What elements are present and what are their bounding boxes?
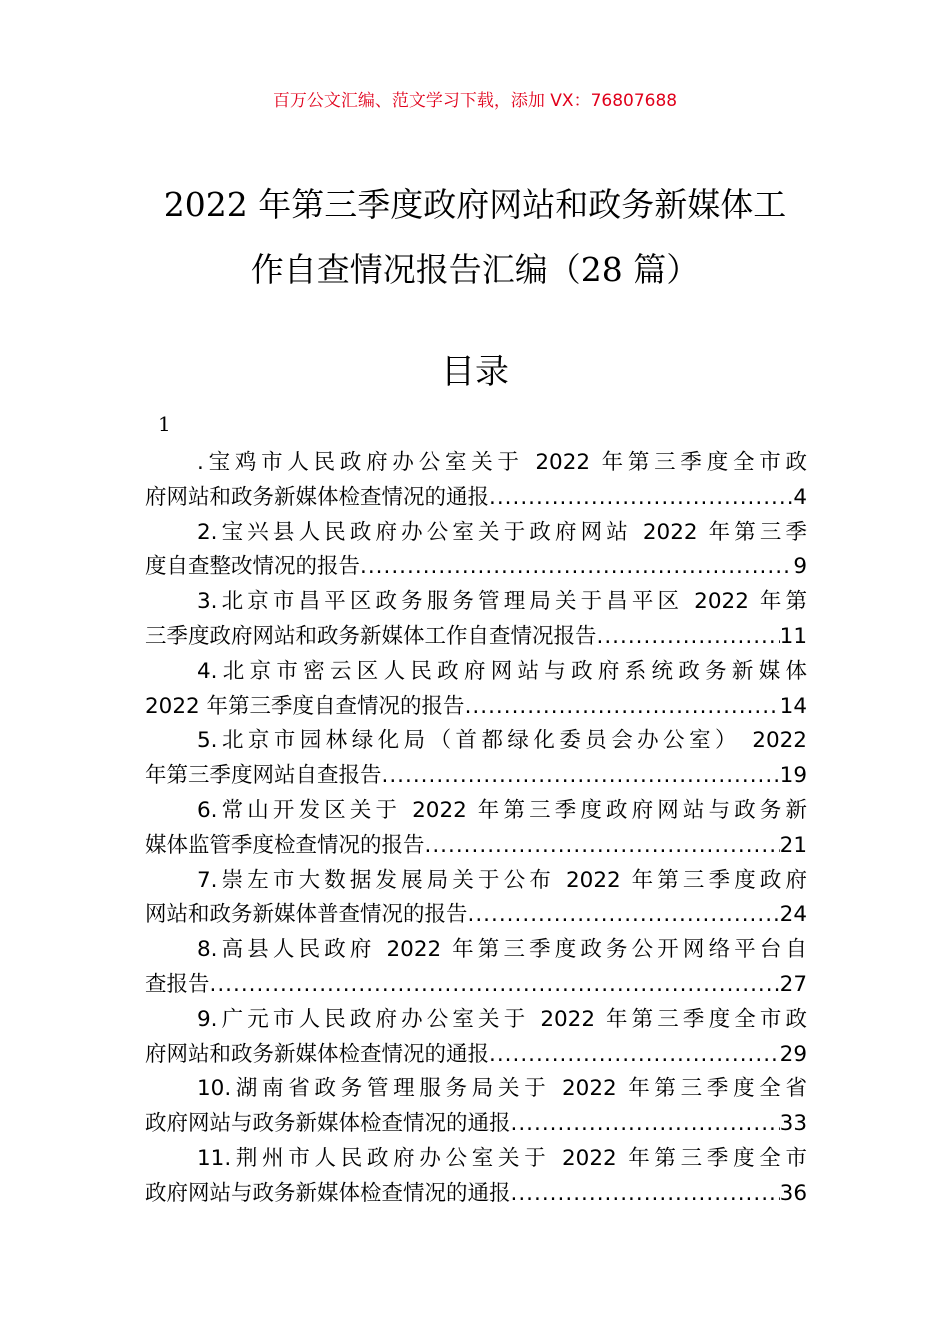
toc-entry-10[interactable]: [145, 1072, 807, 1142]
toc-entry-3[interactable]: [145, 585, 807, 655]
toc-entry-title-end: 府网站和政务新媒体检查情况的通报: [145, 1041, 490, 1067]
toc-entry-title-end: 府网站和政务新媒体检查情况的通报: [145, 484, 490, 510]
dot-leader: [360, 550, 793, 585]
toc-entry-title-end: 媒体监管季度检查情况的报告: [145, 832, 425, 858]
toc-entry-title-end: 网站和政务新媒体普查情况的报告: [145, 902, 468, 928]
toc-entry-title-start: 3.北京市昌平区政务服务管理局关于昌平区 2022 年第: [197, 589, 807, 615]
toc-entry-title-end: 2022 年第三季度自查情况的报告: [145, 693, 465, 719]
dot-leader: [465, 690, 780, 725]
document-title-line-2: 作自查情况报告汇编（28 篇）: [250, 250, 700, 289]
toc-entry-title-start: 4.北京市密云区人民政府网站与政府系统政务新媒体: [197, 658, 807, 684]
dot-leader: [210, 968, 780, 1003]
toc-entry-title-end: 年第三季度网站自查报告: [145, 763, 382, 789]
toc-entry-page: 9: [793, 554, 807, 580]
toc-entry-page: 36: [779, 1180, 807, 1206]
toc-entry-page: 11: [779, 623, 807, 649]
toc-entry-title-end: 政府网站与政务新媒体检查情况的通报: [145, 1180, 511, 1206]
toc-entry-7[interactable]: [145, 864, 807, 934]
toc-entry-title-end: 度自查整改情况的报告: [145, 554, 361, 580]
table-of-contents: [145, 446, 807, 1212]
toc-entry-title-start: 6.常山开发区关于 2022 年第三季度政府网站与政务新: [197, 797, 807, 823]
toc-entry-title-start: 2.宝兴县人民政府办公室关于政府网站 2022 年第三季: [197, 519, 807, 545]
toc-entry-page: 33: [779, 1111, 807, 1137]
toc-entry-11[interactable]: [145, 1142, 807, 1212]
toc-entry-2[interactable]: [145, 516, 807, 586]
toc-entry-title-start: 10.湖南省政务管理服务局关于 2022 年第三季度全省: [197, 1076, 807, 1102]
toc-entry-1[interactable]: [145, 446, 807, 516]
header-note: 百万公文汇编、范文学习下载，添加 VX：76807688: [272, 91, 678, 111]
toc-entry-4[interactable]: [145, 655, 807, 725]
dot-leader: [489, 481, 793, 516]
toc-entry-title-start: .宝鸡市人民政府办公室关于 2022 年第三季度全市政: [197, 450, 807, 475]
toc-entry-page: 24: [779, 902, 807, 928]
toc-entry-title-end: 查报告: [145, 971, 210, 997]
toc-entry-page: 29: [779, 1041, 807, 1067]
toc-entry-page: 27: [779, 971, 807, 997]
toc-entry-page: 19: [779, 763, 807, 789]
toc-entry-page: 14: [779, 693, 807, 719]
toc-entry-8[interactable]: [145, 933, 807, 1003]
dot-leader: [425, 829, 780, 864]
toc-entry-page: 21: [779, 832, 807, 858]
toc-entry-title-start: 8.高县人民政府 2022 年第三季度政务公开网络平台自: [197, 937, 807, 963]
toc-entry-title-start: 11.荆州市人民政府办公室关于 2022 年第三季度全市: [197, 1145, 807, 1171]
toc-entry-title-start: 9.广元市人民政府办公室关于 2022 年第三季度全市政: [197, 1006, 807, 1032]
toc-entry-title-end: 政府网站与政务新媒体检查情况的通报: [145, 1111, 511, 1137]
dot-leader: [382, 759, 780, 794]
page-marker: 1: [158, 412, 171, 436]
toc-entry-6[interactable]: [145, 794, 807, 864]
dot-leader: [511, 1177, 780, 1212]
dot-leader: [468, 898, 780, 933]
dot-leader: [489, 1038, 780, 1073]
toc-entry-title-start: 5.北京市园林绿化局（首都绿化委员会办公室） 2022: [197, 728, 807, 754]
toc-entry-title-end: 三季度政府网站和政务新媒体工作自查情况报告: [145, 623, 597, 649]
toc-heading: 目录: [441, 352, 509, 392]
toc-entry-page: 4: [793, 484, 807, 510]
document-title-line-1: 2022 年第三季度政府网站和政务新媒体工: [163, 185, 787, 224]
toc-entry-9[interactable]: [145, 1003, 807, 1073]
dot-leader: [511, 1107, 780, 1142]
dot-leader: [597, 620, 780, 655]
toc-entry-title-start: 7.崇左市大数据发展局关于公布 2022 年第三季度政府: [197, 867, 807, 893]
toc-entry-5[interactable]: [145, 724, 807, 794]
